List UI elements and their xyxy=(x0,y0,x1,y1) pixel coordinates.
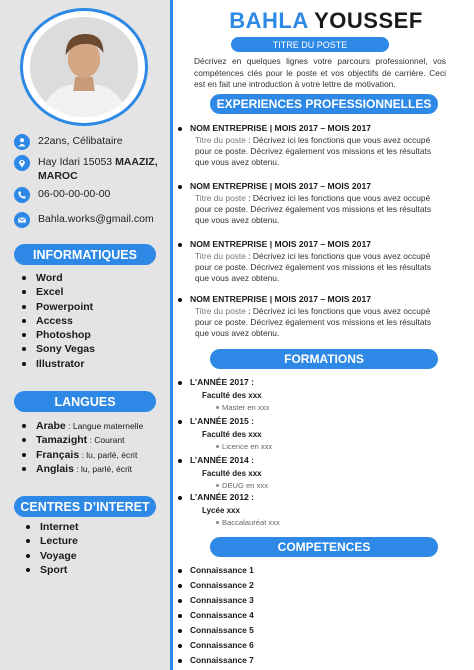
formation-year: L’ANNÉE 2012 : xyxy=(178,492,448,503)
list-item: Sport xyxy=(24,563,79,577)
formation-degree: DEUG en xxx xyxy=(178,480,448,491)
phone-icon xyxy=(14,187,30,203)
list-item: Voyage xyxy=(24,549,79,563)
formation-year: L’ANNÉE 2017 : xyxy=(178,377,448,388)
address-country: MAROC xyxy=(38,170,78,182)
address-line: Hay Idari 15053 xyxy=(38,156,116,168)
profile-photo-frame xyxy=(20,8,148,126)
profile-photo xyxy=(30,17,138,117)
job-entry xyxy=(178,239,458,285)
language-name: Arabe xyxy=(36,420,66,432)
first-name: BAHLA xyxy=(229,8,308,33)
job-description xyxy=(178,135,443,169)
candidate-name xyxy=(178,8,474,34)
contact-email xyxy=(14,212,154,228)
list-item xyxy=(20,433,143,447)
competences-list xyxy=(178,563,254,668)
location-icon xyxy=(14,155,30,171)
langues-list xyxy=(20,419,143,476)
job-entry xyxy=(178,123,458,169)
job-label: Titre du poste xyxy=(195,251,246,261)
user-icon xyxy=(14,134,30,150)
job-heading: NOM ENTREPRISE | MOIS 2017 – MOIS 2017 xyxy=(178,239,458,250)
list-item: Internet xyxy=(24,520,79,534)
age-status-text: 22ans, Célibataire xyxy=(38,135,123,147)
formation-school: Faculté des xxx xyxy=(202,391,262,400)
person-silhouette-icon xyxy=(30,17,138,117)
interets-list xyxy=(24,520,79,577)
job-description xyxy=(178,193,443,227)
formation-entry xyxy=(178,416,448,452)
contact-age xyxy=(14,134,123,150)
job-text: : Décrivez ici les fonctions que vous avez occupé pour ce poste. Décrivez également vos missions et les résultats que vous avez obtenu. xyxy=(195,135,432,168)
formation-degree: Master en xxx xyxy=(178,402,448,413)
sidebar-divider xyxy=(170,0,173,670)
formations-header: FORMATIONS xyxy=(210,349,438,369)
language-name: Tamazight xyxy=(36,434,88,447)
intro-paragraph: Décrivez en quelques lignes votre parcours professionnel, vos compétences clés pour le poste et vos objectifs de carrière. Ceci est en fait une introduction à votre lettre de motivation. xyxy=(194,56,446,89)
language-name: Anglais xyxy=(36,462,74,475)
job-label: Titre du poste xyxy=(195,306,246,316)
formation-entry xyxy=(178,492,448,528)
email-text: Bahla.works@gmail.com xyxy=(38,213,154,225)
experience-header: EXPERIENCES PROFESSIONNELLES xyxy=(210,94,438,114)
job-label: Titre du poste xyxy=(195,135,246,145)
list-item: Photoshop xyxy=(20,328,95,342)
formation-degree: Licence en xxx xyxy=(178,441,448,452)
list-item: Connaissance 7 xyxy=(178,653,254,668)
list-item xyxy=(20,419,143,433)
list-item: Connaissance 2 xyxy=(178,578,254,593)
interets-header: CENTRES D’INTERET xyxy=(14,496,156,517)
job-heading: NOM ENTREPRISE | MOIS 2017 – MOIS 2017 xyxy=(178,181,458,192)
list-item: Lecture xyxy=(24,534,79,548)
phone-text: 06-00-00-00-00 xyxy=(38,188,111,200)
informatiques-list xyxy=(20,271,95,371)
language-level: : Langue maternelle xyxy=(65,421,144,431)
formation-school: Faculté des xxx xyxy=(202,430,262,439)
job-heading: NOM ENTREPRISE | MOIS 2017 – MOIS 2017 xyxy=(178,123,458,134)
list-item: Connaissance 1 xyxy=(178,563,254,578)
email-icon xyxy=(14,212,30,228)
list-item: Illustrator xyxy=(20,357,95,371)
job-text: : Décrivez ici les fonctions que vous avez occupé pour ce poste. Décrivez également vos missions et les résultats que vous avez obtenu. xyxy=(195,306,432,339)
language-name: Français xyxy=(36,448,80,461)
job-title-badge: TITRE DU POSTE xyxy=(231,37,389,52)
list-item: Connaissance 3 xyxy=(178,593,254,608)
formation-entry xyxy=(178,377,448,413)
informatiques-header: INFORMATIQUES xyxy=(14,244,156,265)
contact-address xyxy=(14,155,158,183)
job-description xyxy=(178,306,443,340)
language-level: : lu, parlé, écrit xyxy=(79,449,138,460)
formation-year: L’ANNÉE 2014 : xyxy=(178,455,448,466)
language-level: : Courant xyxy=(87,435,125,446)
list-item: Access xyxy=(20,314,95,328)
formation-school: Faculté des xxx xyxy=(202,469,262,478)
job-entry xyxy=(178,294,458,340)
competences-header: COMPETENCES xyxy=(210,537,438,557)
list-item: Word xyxy=(20,271,95,285)
job-label: Titre du poste xyxy=(195,193,246,203)
list-item: Powerpoint xyxy=(20,300,95,314)
address-text xyxy=(38,155,158,183)
job-heading: NOM ENTREPRISE | MOIS 2017 – MOIS 2017 xyxy=(178,294,458,305)
last-name: YOUSSEF xyxy=(314,8,423,33)
address-city: MAAZIZ, xyxy=(115,156,158,168)
contact-phone xyxy=(14,187,110,203)
langues-header: LANGUES xyxy=(14,391,156,412)
formation-degree: Baccalauréat xxx xyxy=(178,517,448,528)
list-item xyxy=(20,448,143,462)
job-text: : Décrivez ici les fonctions que vous avez occupé pour ce poste. Décrivez également vos missions et les résultats que vous avez obtenu. xyxy=(195,251,432,284)
formation-entry xyxy=(178,455,448,491)
job-description xyxy=(178,251,443,285)
list-item: Connaissance 5 xyxy=(178,623,254,638)
job-text: : Décrivez ici les fonctions que vous avez occupé pour ce poste. Décrivez également vos missions et les résultats que vous avez obtenu. xyxy=(195,193,432,226)
formation-year: L’ANNÉE 2015 : xyxy=(178,416,448,427)
list-item xyxy=(20,462,143,476)
list-item: Sony Vegas xyxy=(20,342,95,356)
list-item: Connaissance 4 xyxy=(178,608,254,623)
list-item: Excel xyxy=(20,285,95,299)
job-entry xyxy=(178,181,458,227)
list-item: Connaissance 6 xyxy=(178,638,254,653)
language-level: : lu, parlé, écrit xyxy=(73,463,133,474)
formation-school: Lycée xxx xyxy=(202,506,240,515)
